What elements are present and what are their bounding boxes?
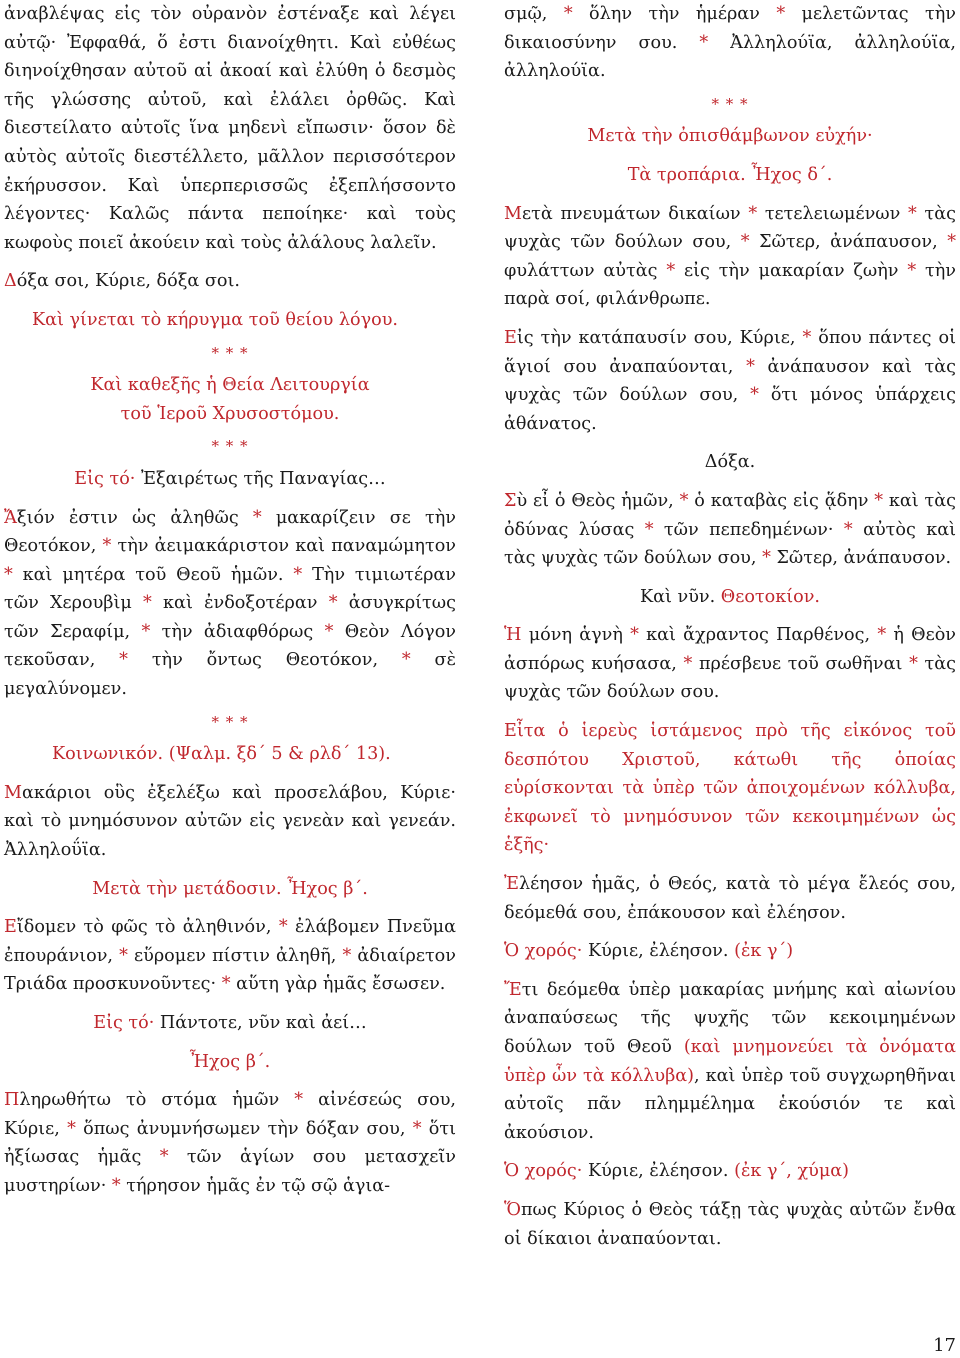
rubric-label: Εἰς τό· [93, 1013, 155, 1033]
verse-star: * [252, 507, 262, 528]
hymn-text: ἰς τὴν κατάπαυσίν σου, Κύριε, [516, 327, 803, 348]
theotokion [504, 621, 956, 707]
hymn-text: πρέσβευε τοῦ σωθῆναι [692, 653, 910, 674]
verse-star: * [843, 519, 853, 540]
hymn-text: ὅπου πάντες οἱ ἅγιοί σου ἀναπαύονται, [504, 327, 956, 377]
verse-star: * [119, 945, 128, 966]
verse-star: * [143, 593, 152, 614]
verse-star: * [683, 653, 693, 674]
hymn-text: καὶ ἐνδοξοτέραν [151, 593, 329, 614]
hymn-text: ακάριοι οὓς ἐξελέξω καὶ προσελάβου, Κύριε· καὶ τὸ μνημόσυνον αὐτῶν εἰς γενεὰν καὶ γενεάν. Ἀλληλοΰϊα. [4, 782, 456, 861]
verse-star: * [947, 232, 956, 253]
hymn-text: ἴδομεν τὸ φῶς τὸ ἀληθινόν, [16, 917, 279, 938]
hymn-text: τῶν ἁγίων σου μετασχεῖν μυστηρίων· [4, 1147, 456, 1196]
hymn-text: μόνη ἁγνὴ [521, 625, 631, 646]
hymn-text: μελετῶντας τὴν δικαιοσύνην σου. [504, 4, 956, 53]
eita-rubric: Εἶτα ὁ ἱερεὺς ἱστάμενος πρὸ τῆς εἰκόνος τοῦ δεσπότου Χριστοῦ, κάτωθι τῆς ὁποίας εὑρίσκονται τὰ ὑπὲρ τῶν ἀποιχομένων κόλλυβα, ἐκφωνεῖ τὸ μνημόσυνον τῶν κεκοιμημένων ὡς ἑξῆς· [504, 721, 956, 856]
initial-letter: Ἔ [504, 979, 522, 1000]
katapausin-troparion [504, 324, 956, 438]
liturgy-heading-line2: τοῦ Ἱεροῦ Χρυσοστόμου. [120, 403, 340, 424]
hymn-text: αἰνέσεώς σου, Κύριε, [4, 1090, 456, 1139]
verse-star: * [401, 650, 411, 671]
makarioi-hymn [4, 779, 456, 865]
hymn-text: ὅτι ἠξίωσας ἡμᾶς [4, 1118, 456, 1168]
initial-letter: Δ [4, 271, 17, 292]
hymn-text: τὴν ἀδιαφθόρως [150, 621, 325, 642]
heading-rubric: Θεοτοκίον. [715, 586, 821, 607]
prayer-text: λέησον ἡμᾶς, ὁ Θεός, κατὰ τὸ μέγα ἔλεός σου, δεόμεθά σου, ἐπάκουσον καὶ ἐλέησον. [504, 874, 956, 923]
rubric-text: Ἐξαιρέτως τῆς Παναγίας… [135, 468, 386, 489]
verse-star: * [324, 621, 334, 642]
hymn-text: ετὰ πνευμάτων δικαίων [522, 203, 749, 224]
verse-star: * [4, 564, 13, 585]
verse-star: * [141, 621, 151, 642]
hymn-text: Τὴν τιμιωτέραν τῶν Χερουβὶμ [4, 564, 457, 614]
verse-star: * [877, 625, 887, 646]
verse-star: * [909, 653, 918, 674]
opos-kyrios-petition [504, 1196, 956, 1253]
hymn-text: Σῶτερ, ἀνάπαυσον. [770, 548, 952, 569]
heading-text: Καὶ νῦν. [639, 586, 716, 607]
doxa-text: όξα σοι, Κύριε, δόξα σοι. [16, 271, 240, 292]
verse-star: * [802, 327, 812, 348]
verse-star: * [278, 917, 288, 938]
hymn-text: καὶ ἄχραντος Παρθένος, [638, 625, 878, 646]
verse-star: * [342, 945, 352, 966]
response-text: Κύριε, ἐλέησον. [582, 1161, 729, 1182]
initial-letter: Ἐ [504, 874, 520, 895]
left-column [4, 0, 456, 1201]
hymn-text: εὕρομεν πίστιν ἀληθῆ, [127, 945, 343, 966]
eis-to-rubric [4, 465, 456, 494]
hymn-text: ἐλάβομεν Πνεῦμα ἐπουράνιον, [4, 917, 456, 966]
eleison-ektenia [504, 870, 956, 927]
koinonikon-heading: Κοινωνικόν. (Ψαλμ. ξδ΄ 5 & ρλδ΄ 13). [52, 744, 391, 765]
hymn-text: εἰς τὴν μακαρίαν ζωὴν [675, 260, 908, 281]
initial-letter: Ε [4, 917, 17, 938]
hymn-text: μακαρίζειν σε τὴν Θεοτόκον, [4, 507, 456, 557]
section-separator: * * * [211, 437, 249, 456]
section-separator: * * * [211, 343, 249, 362]
hymn-text: ὅλην τὴν ἡμέραν [572, 4, 777, 24]
hymn-text: τὴν ἀειμακάριστον καὶ παναμώμητον [111, 536, 456, 557]
hymn-text: τὰς ψυχὰς τῶν δούλων σου, [504, 203, 956, 253]
sy-ei-troparion [504, 487, 956, 573]
hymn-text: ὅπως ἀνυμνήσωμεν τὴν δόξαν σου, [75, 1118, 413, 1139]
hymn-text: ἀσυγκρίτως τῶν Σεραφίμ, [4, 593, 456, 642]
hymn-text: τὴν ὄντως Θεοτόκον, [127, 650, 402, 671]
prayer-text: τι δεόμεθα ὑπὲρ μακαρίας μνήμης καὶ αἰωνίου ἀναπαύσεως τῆς ψυχῆς τῶν κεκοιμημένων δούλων τοῦ Θεοῦ [504, 979, 956, 1057]
verse-star: * [907, 260, 917, 281]
rubric-label: Εἰς τό· [74, 468, 136, 489]
hymn-text: Ἀλληλούϊα, ἀλληλούϊα, ἀλληλούϊα. [504, 32, 957, 82]
page-number: 17 [933, 1335, 956, 1356]
section-separator: * * * [711, 94, 749, 113]
prayer-text: πως Κύριος ὁ Θεὸς τάξῃ τὰς ψυχὰς αὐτῶν ἔνθα οἱ δίκαιοι ἀναπαύονται. [504, 1199, 956, 1249]
hymn-text: σὲ μεγαλύνομεν. [4, 650, 457, 700]
hymn-text: τὰς ψυχὰς τῶν δούλων σου. [504, 653, 957, 703]
hymn-text: ὺ εἶ ὁ Θεὸς ἡμῶν, [516, 490, 680, 511]
initial-letter: Σ [504, 490, 517, 511]
rubric-label: Ὁ χορός· [504, 941, 583, 962]
verse-star: * [630, 625, 639, 646]
initial-letter: Ὅ [504, 1199, 521, 1220]
initial-letter: Ἡ [504, 625, 522, 646]
hymn-text: αὕτη γὰρ ἡμᾶς ἔσωσεν. [230, 974, 446, 995]
verse-star: * [67, 1118, 76, 1139]
hymn-text: τήρησον ἡμᾶς ἐν τῷ σῷ ἁγια- [120, 1175, 391, 1196]
initial-letter: Ε [504, 327, 517, 348]
section-separator: * * * [211, 712, 249, 731]
initial-letter: Μ [4, 782, 23, 803]
verse-star: * [666, 260, 676, 281]
rubric-note: (ἐκ γ΄, χύμα) [728, 1161, 850, 1182]
prayer-text: , καὶ ὑπὲρ τοῦ συγχωρηθῆναι αὐτοῖς πᾶν πλημμέλημα ἑκούσιόν τε καὶ ἀκούσιον. [504, 1065, 956, 1143]
rubric-note: (ἐκ γ΄) [728, 941, 794, 962]
plirothito-hymn [4, 1086, 456, 1200]
hymn-text: τὴν παρὰ σοί, φιλάνθρωπε. [504, 260, 956, 310]
liturgy-heading-line1: Καὶ καθεξῆς ἡ Θεία Λειτουργία [90, 375, 370, 396]
verse-star: * [294, 1090, 304, 1111]
hymn-text: ἀδιαίρετον Τριάδα προσκυνοῦντες· [4, 945, 456, 995]
verse-star: * [750, 385, 759, 406]
rubric-label: Ὁ χορός· [504, 1161, 583, 1182]
verse-star: * [740, 232, 750, 253]
hymn-text: τετελειωμένων [757, 203, 909, 224]
initial-letter: Μ [504, 203, 523, 224]
eis-to-rubric-2 [4, 1009, 456, 1038]
meta-pnevmaton-troparion [504, 200, 956, 314]
right-column [504, 0, 956, 1253]
gospel-ending-paragraph: ἀναβλέψας εἰς τὸν οὐρανὸν ἐστέναξε καὶ λέγει αὐτῷ· Ἐφφαθά, ὅ ἐστι διανοίχθητι. Καὶ εὐθέως διηνοίχθησαν αὐτοῦ αἱ ἀκοαί καὶ ἐλύθη ὁ δεσμὸς τῆς γλώσσης αὐτοῦ, καὶ ἐλάλει ὀρθῶς. Καὶ διεστείλατο αὐτοῖς ἵνα μηδενὶ εἴπωσιν· ὅσον δὲ αὐτὸς αὐτοῖς διεστέλλετο, μᾶλλον περισσότερον ἐκήρυσσον. Καὶ ὑπερπερισσῶς ἐξεπλήσσοντο λέγοντες· Καλῶς πάντα πεποίηκε· καὶ τοὺς κωφοὺς ποιεῖ ἀκούειν καὶ τοὺς ἀλάλους λαλεῖν. [4, 4, 456, 253]
rubric-text: Πάντοτε, νῦν καὶ ἀεί… [154, 1013, 367, 1033]
verse-star: * [748, 203, 758, 224]
verse-star: * [679, 490, 689, 511]
verse-star: * [293, 564, 303, 585]
verse-star: * [776, 4, 786, 24]
hymn-text: φυλάττων αὐτὰς [504, 260, 667, 281]
doxa-line [4, 267, 456, 296]
verse-star: * [102, 536, 112, 557]
verse-star: * [159, 1147, 169, 1168]
verse-star: * [563, 4, 573, 24]
hymn-text: ἡ Θεὸν ἀσπόρως κυήσασα, [504, 625, 956, 674]
verse-star: * [908, 203, 917, 224]
hymn-text: αὐτὸς καὶ τὰς ψυχὰς τῶν δούλων σου, [504, 519, 957, 569]
choir-response-1 [504, 937, 956, 966]
verse-star: * [119, 650, 128, 671]
opisthambonos-rubric: Μετὰ τὴν ὀπισθάμβωνον εὐχήν· [587, 126, 873, 147]
hymn-text: ληρωθήτω τὸ στόμα ἡμῶν [19, 1090, 295, 1111]
eidomen-hymn [4, 913, 456, 999]
verse-star: * [746, 356, 755, 377]
hymn-text: ἀνάπαυσον καὶ τὰς ψυχὰς τῶν δούλων σου, [504, 356, 956, 406]
verse-star: * [644, 519, 654, 540]
kai-nyn-heading [504, 583, 956, 612]
hymn-text: Σῶτερ, ἀνάπαυσον, [749, 232, 948, 253]
hymn-text: ὁ καταβὰς εἰς ᾅδην [688, 490, 875, 511]
verse-star: * [111, 1175, 121, 1196]
hymn-text: τῶν πεπεδημένων· [653, 519, 844, 540]
verse-star: * [762, 548, 771, 569]
troparia-rubric: Τὰ τροπάρια. Ἦχος δ΄. [627, 164, 833, 185]
meta-metadosin-rubric: Μετὰ τὴν μετάδοσιν. Ἦχος β΄. [92, 878, 368, 899]
eti-deometha-petition [504, 976, 956, 1148]
hymn-text: καὶ τὰς ὀδύνας λύσας [504, 490, 957, 540]
initial-letter: Ἄ [4, 507, 17, 528]
verse-star: * [412, 1118, 422, 1139]
doxa-heading: Δόξα. [704, 452, 756, 473]
initial-letter: Π [4, 1090, 20, 1111]
rubric-note: (καὶ μνημονεύει τὰ ὀνόματα ὑπὲρ ὧν τὰ κόλλυβα) [504, 1037, 956, 1086]
hymn-text: Θεὸν Λόγον τεκοῦσαν, [4, 621, 456, 671]
verse-star: * [699, 32, 709, 53]
hymn-text: ὅτι μόνος ὑπάρχεις ἀθάνατος. [504, 385, 956, 434]
response-text: Κύριε, ἐλέησον. [582, 941, 729, 962]
verse-star: * [874, 490, 884, 511]
verse-star: * [221, 974, 231, 995]
plirothito-continuation [504, 0, 956, 86]
kerygma-rubric: Καὶ γίνεται τὸ κήρυγμα τοῦ θείου λόγου. [32, 309, 398, 330]
choir-response-2 [504, 1157, 956, 1186]
verse-star: * [328, 593, 338, 614]
hymn-text: ξιόν ἐστιν ὡς ἀληθῶς [16, 507, 253, 528]
hymn-text: καὶ μητέρα τοῦ Θεοῦ ἡμῶν. [12, 564, 294, 585]
echos-rubric: Ἦχος β΄. [189, 1051, 271, 1072]
hymn-text: σμῷ, [504, 4, 564, 24]
axion-estin-hymn [4, 504, 456, 704]
